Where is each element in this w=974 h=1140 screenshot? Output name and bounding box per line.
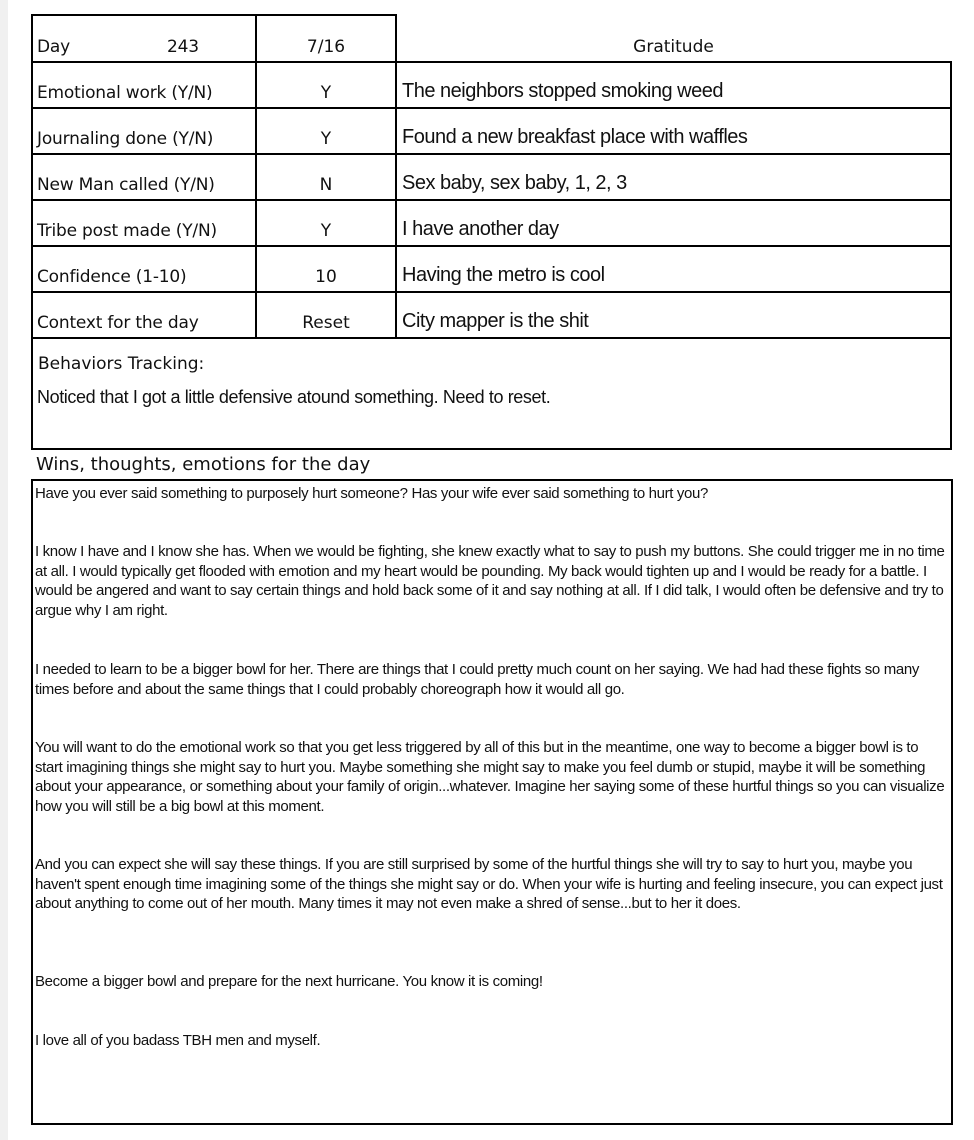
emotional-work-value: Y	[320, 83, 332, 103]
gratitude-item: I have another day	[402, 218, 559, 240]
confidence-label: Confidence (1-10)	[37, 267, 187, 287]
wins-paragraph: And you can expect she will say these things. If you are still surprised by some of the hurtful things she will try to say to hurt you, maybe you haven't spent enough time imagining some of the things she might say or do. When your wife is hurting and feeling insecure, you can expect just about anything to come out of her mouth. Many times it may not even make a shred of sense...but to her it does.	[35, 856, 943, 913]
confidence-value: 10	[315, 267, 337, 287]
journaling-value: Y	[320, 129, 332, 149]
gratitude-item: Having the metro is cool	[402, 264, 605, 286]
new-man-called-value: N	[319, 175, 333, 195]
wins-paragraph: Have you ever said something to purposely hurt someone? Has your wife ever said something to hurt you?	[35, 485, 709, 502]
gratitude-item: The neighbors stopped smoking weed	[402, 80, 723, 102]
journaling-label: Journaling done (Y/N)	[37, 129, 214, 149]
context-label: Context for the day	[37, 313, 199, 333]
emotional-work-label: Emotional work (Y/N)	[37, 83, 213, 103]
gratitude-item: City mapper is the shit	[402, 310, 589, 332]
behaviors-title: Behaviors Tracking:	[38, 354, 205, 374]
gratitude-item: Sex baby, sex baby, 1, 2, 3	[402, 172, 627, 194]
wins-paragraph: I love all of you badass TBH men and myself.	[35, 1032, 321, 1049]
tribe-post-value: Y	[320, 221, 332, 241]
day-number: 243	[166, 37, 199, 57]
tribe-post-label: Tribe post made (Y/N)	[37, 221, 217, 241]
wins-paragraph: Become a bigger bowl and prepare for the next hurricane. You know it is coming!	[35, 973, 543, 990]
day-label: Day	[37, 37, 70, 57]
wins-title: Wins, thoughts, emotions for the day	[36, 454, 371, 475]
page-edge	[0, 0, 8, 1140]
wins-paragraph: I needed to learn to be a bigger bowl for her. There are things that I could pretty much count on her saying. We had had these fights so many times before and about the same things that I could probably choreograph how it would all go.	[35, 661, 919, 698]
new-man-called-label: New Man called (Y/N)	[37, 175, 215, 195]
gratitude-header: Gratitude	[633, 37, 714, 57]
context-value: Reset	[302, 313, 350, 333]
date-cell: 7/16	[306, 37, 346, 57]
gratitude-item: Found a new breakfast place with waffles	[402, 126, 748, 148]
behaviors-text: Noticed that I got a little defensive atound something. Need to reset.	[37, 387, 551, 407]
day-cell	[33, 16, 255, 61]
wins-paragraph: I know I have and I know she has. When we would be fighting, she knew exactly what to say to push my buttons. She could trigger me in no time at all. I would typically get flooded with emotion and my heart would be pounding. My back would tighten up and I would be ready for a battle. I would be angered and want to say certain things and hold back some of it and say nothing at all. If I did talk, I would often be defensive and try to argue why I am right.	[35, 543, 945, 620]
wins-paragraph: You will want to do the emotional work so that you get less triggered by all of this but in the meantime, one way to become a bigger bowl is to start imagining things she might say to hurt you. Maybe something she might say to make you feel dumb or stupid, maybe it will be something about your appearance, or something about your family of origin...whatever. Imagine her saying some of these hurtful things so you can visualize how you will still be a big bowl at this moment.	[35, 739, 945, 816]
